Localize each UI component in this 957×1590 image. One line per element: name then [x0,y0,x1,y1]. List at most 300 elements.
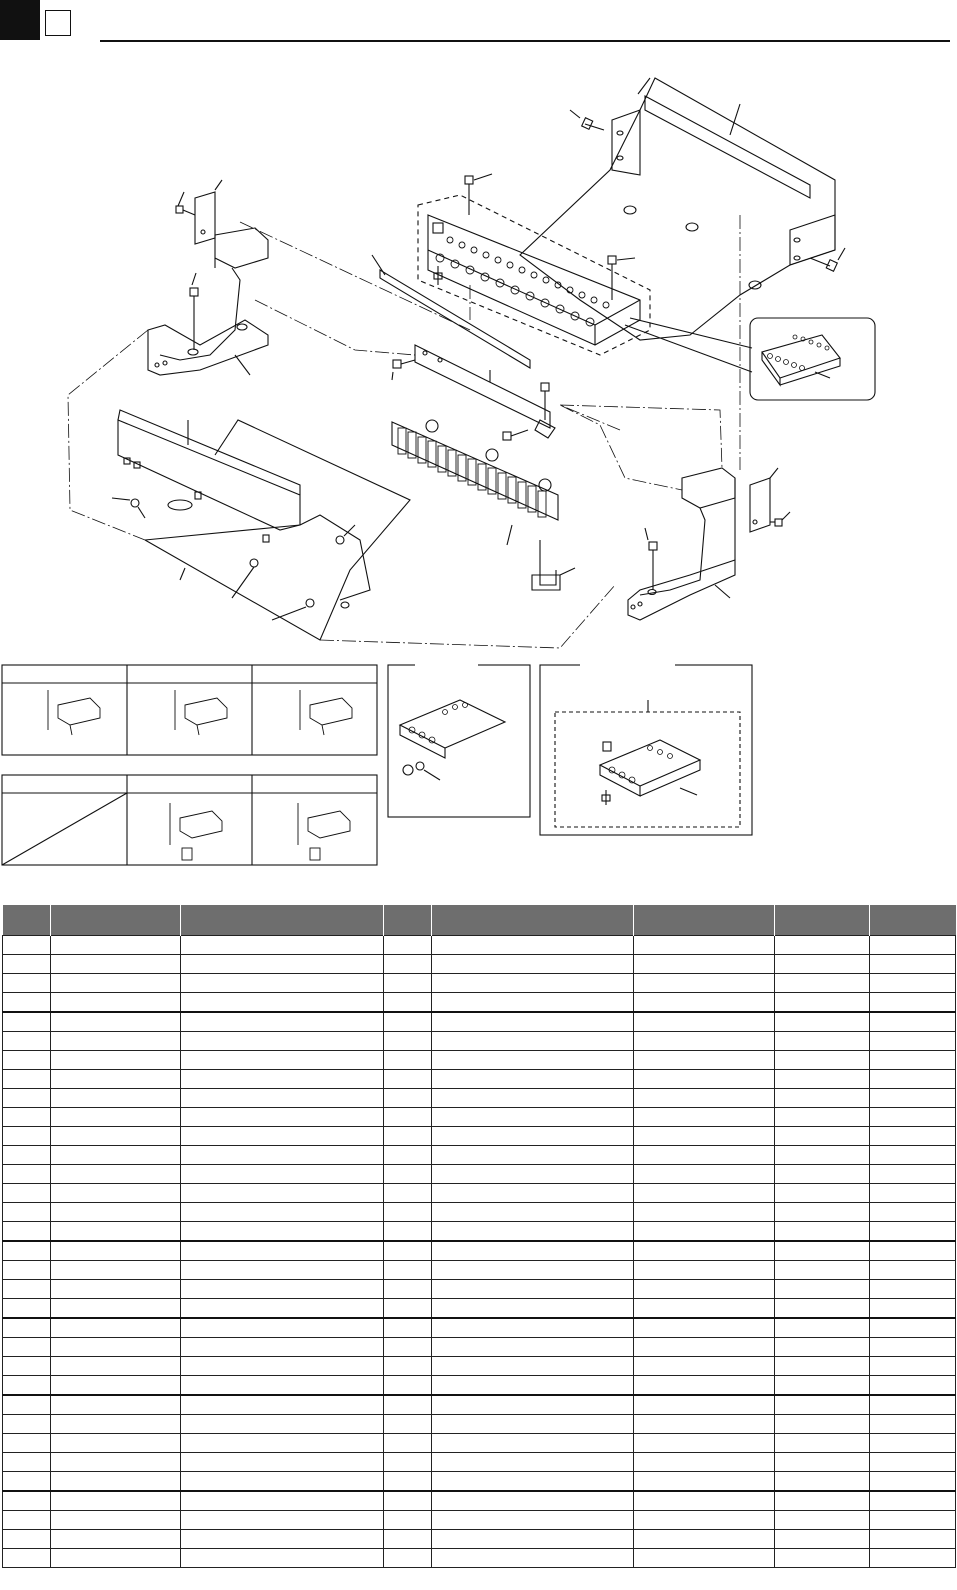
table-cell [634,1241,775,1261]
table-cell [3,1108,51,1127]
table-cell [384,1089,432,1108]
table-cell [181,1127,384,1146]
table-row [3,1549,956,1568]
table-cell [432,955,634,974]
table-cell [51,1241,181,1261]
table-row [3,1203,956,1222]
table-cell [3,1280,51,1299]
table-cell [384,1491,432,1511]
parts-list-table [2,905,956,1568]
table-row [3,955,956,974]
column-header [384,905,432,936]
table-cell [181,1032,384,1051]
table-cell [775,936,870,955]
table-cell [51,1415,181,1434]
table-cell [51,1280,181,1299]
table-cell [181,1549,384,1568]
table-cell [432,1376,634,1396]
table-cell [3,1395,51,1415]
table-cell [3,1530,51,1549]
table-row [3,1127,956,1146]
table-cell [870,1089,956,1108]
table-cell [775,1549,870,1568]
table-cell [384,1395,432,1415]
table-cell [870,1127,956,1146]
table-cell [775,1338,870,1357]
table-cell [775,993,870,1013]
table-cell [775,974,870,993]
table-cell [775,1108,870,1127]
table-cell [634,993,775,1013]
table-cell [870,1357,956,1376]
table-cell [51,1299,181,1319]
table-cell [775,1127,870,1146]
table-cell [634,1165,775,1184]
table-cell [51,1089,181,1108]
table-cell [384,936,432,955]
table-cell [432,1357,634,1376]
table-cell [870,1012,956,1032]
table-cell [432,1395,634,1415]
table-cell [3,1127,51,1146]
left-bracket [148,228,268,375]
table-row [3,1165,956,1184]
table-cell [3,1549,51,1568]
table-cell [3,1434,51,1453]
table-cell [3,1032,51,1051]
table-cell [384,1472,432,1492]
table-cell [634,1338,775,1357]
variant-table-1 [2,665,377,755]
page-tab-marker [0,0,40,40]
table-cell [181,1318,384,1338]
table-cell [432,1051,634,1070]
table-cell [775,1472,870,1492]
table-cell [51,1434,181,1453]
table-cell [3,1203,51,1222]
table-cell [775,955,870,974]
table-row [3,1146,956,1165]
column-header [51,905,181,936]
table-cell [432,1415,634,1434]
table-cell [181,1051,384,1070]
table-cell [870,1222,956,1242]
table-row [3,1261,956,1280]
table-row [3,936,956,955]
assembly-centerlines [68,215,740,648]
table-row [3,1089,956,1108]
table-row [3,1415,956,1434]
table-cell [634,1051,775,1070]
table-cell [775,1032,870,1051]
table-cell [775,1530,870,1549]
variant-table-2 [2,775,377,865]
table-cell [870,1070,956,1089]
table-cell [51,1165,181,1184]
table-cell [432,1222,634,1242]
table-cell [775,1511,870,1530]
table-cell [3,955,51,974]
screw-right-cover [810,248,845,271]
table-cell [51,974,181,993]
table-cell [3,1070,51,1089]
table-cell [3,1089,51,1108]
table-cell [181,1530,384,1549]
table-cell [3,1338,51,1357]
table-cell [3,993,51,1013]
table-cell [51,936,181,955]
table-cell [181,1165,384,1184]
table-cell [775,1261,870,1280]
table-cell [634,1280,775,1299]
table-cell [870,1453,956,1472]
table-cell [432,1549,634,1568]
table-cell [181,1070,384,1089]
table-row [3,993,956,1013]
table-cell [51,1549,181,1568]
table-cell [634,1549,775,1568]
table-cell [384,1357,432,1376]
table-cell [384,1184,432,1203]
table-cell [432,1318,634,1338]
table-cell [432,1472,634,1492]
table-cell [181,936,384,955]
table-cell [3,1184,51,1203]
table-cell [3,1146,51,1165]
table-cell [775,1203,870,1222]
table-cell [3,1472,51,1492]
table-cell [384,1203,432,1222]
table-cell [634,1530,775,1549]
table-cell [432,974,634,993]
table-cell [432,1184,634,1203]
table-cell [384,1108,432,1127]
table-cell [384,1376,432,1396]
table-cell [634,1108,775,1127]
table-cell [432,1453,634,1472]
table-cell [384,955,432,974]
table-cell [51,1012,181,1032]
table-cell [181,1146,384,1165]
table-cell [775,1012,870,1032]
table-cell [51,1357,181,1376]
table-cell [432,1338,634,1357]
table-cell [3,974,51,993]
table-cell [384,1051,432,1070]
table-cell [51,1395,181,1415]
table-cell [870,1261,956,1280]
table-cell [181,1184,384,1203]
table-cell [634,1357,775,1376]
table-row [3,1453,956,1472]
table-cell [634,1299,775,1319]
right-bracket [628,468,735,620]
table-cell [384,1318,432,1338]
table-cell [3,1415,51,1434]
table-cell [775,1241,870,1261]
table-row [3,1357,956,1376]
table-cell [634,955,775,974]
table-cell [384,1146,432,1165]
table-cell [384,1222,432,1242]
table-cell [775,1318,870,1338]
table-cell [634,1203,775,1222]
table-cell [384,1453,432,1472]
table-cell [432,1434,634,1453]
column-header [775,905,870,936]
table-cell [181,1222,384,1242]
table-cell [775,1299,870,1319]
table-cell [51,1261,181,1280]
table-cell [634,1222,775,1242]
table-cell [384,1549,432,1568]
table-cell [51,1511,181,1530]
table-row [3,1108,956,1127]
table-cell [51,1472,181,1492]
table-cell [51,1070,181,1089]
table-cell [870,974,956,993]
table-cell [870,1530,956,1549]
table-cell [775,1070,870,1089]
table-cell [634,974,775,993]
table-cell [51,1146,181,1165]
table-cell [870,1415,956,1434]
table-cell [775,1184,870,1203]
table-cell [3,1222,51,1242]
table-cell [775,1395,870,1415]
rail-strip [372,255,530,368]
table-cell [634,936,775,955]
table-cell [51,1051,181,1070]
table-row [3,1051,956,1070]
table-cell [775,1491,870,1511]
table-cell [3,1511,51,1530]
table-cell [432,1012,634,1032]
table-cell [870,993,956,1013]
table-cell [51,993,181,1013]
table-cell [384,1530,432,1549]
table-cell [870,1184,956,1203]
table-cell [384,1127,432,1146]
cover-plate [520,78,835,340]
table-cell [634,1472,775,1492]
table-cell [384,1434,432,1453]
table-cell [181,1089,384,1108]
table-cell [181,1415,384,1434]
table-cell [51,1530,181,1549]
table-cell [384,1032,432,1051]
table-cell [870,955,956,974]
table-cell [384,1338,432,1357]
table-row [3,1491,956,1511]
table-cell [181,1434,384,1453]
table-row [3,1241,956,1261]
table-cell [634,1434,775,1453]
detail-box-a [388,665,530,817]
table-cell [3,1453,51,1472]
table-cell [181,1299,384,1319]
table-cell [432,1491,634,1511]
table-cell [432,1299,634,1319]
table-cell [51,1108,181,1127]
table-cell [775,1222,870,1242]
table-cell [432,1070,634,1089]
column-header [432,905,634,936]
table-row [3,1472,956,1492]
table-cell [432,1165,634,1184]
chute-tray [118,410,410,640]
table-cell [432,1032,634,1051]
table-cell [3,1491,51,1511]
right-bracket-screws [645,512,790,590]
table-cell [432,1241,634,1261]
table-row [3,1511,956,1530]
table-header-row [3,905,956,936]
table-cell [775,1434,870,1453]
table-cell [870,936,956,955]
table-cell [384,1261,432,1280]
table-cell [870,1108,956,1127]
table-cell [775,1051,870,1070]
table-row [3,1376,956,1396]
table-cell [432,1280,634,1299]
table-cell [181,1491,384,1511]
table-cell [775,1280,870,1299]
table-cell [634,1395,775,1415]
table-row [3,1070,956,1089]
exploded-parts-drawing [0,60,957,880]
table-cell [634,1012,775,1032]
table-cell [432,936,634,955]
table-cell [775,1165,870,1184]
table-row [3,1338,956,1357]
table-cell [51,1376,181,1396]
table-cell [51,1491,181,1511]
table-cell [634,1032,775,1051]
table-cell [432,1530,634,1549]
page-section-box [45,10,71,36]
table-cell [432,1127,634,1146]
table-cell [432,1108,634,1127]
table-cell [432,1146,634,1165]
table-row [3,1318,956,1338]
table-cell [775,1415,870,1434]
header-rule [100,40,950,42]
table-cell [384,974,432,993]
table-cell [181,1357,384,1376]
table-cell [181,1280,384,1299]
table-cell [51,1032,181,1051]
table-cell [870,1165,956,1184]
table-cell [181,1241,384,1261]
table-cell [870,1318,956,1338]
table-cell [870,1299,956,1319]
table-cell [870,1146,956,1165]
parts-table-body [3,936,956,1568]
table-row [3,1184,956,1203]
table-cell [870,1376,956,1396]
table-cell [384,993,432,1013]
column-header [181,905,384,936]
table-cell [634,1511,775,1530]
detail-box-b [540,665,752,835]
table-cell [870,1032,956,1051]
column-header [634,905,775,936]
table-cell [870,1280,956,1299]
table-cell [3,1165,51,1184]
table-cell [181,974,384,993]
table-cell [384,1012,432,1032]
table-cell [775,1376,870,1396]
table-row [3,1280,956,1299]
table-cell [634,1070,775,1089]
table-cell [3,1051,51,1070]
detail-bubble [750,318,875,400]
table-cell [51,1127,181,1146]
table-row [3,974,956,993]
table-cell [51,1318,181,1338]
table-cell [3,1357,51,1376]
table-cell [384,1299,432,1319]
table-cell [432,993,634,1013]
table-cell [634,1127,775,1146]
table-cell [870,1395,956,1415]
table-cell [51,1203,181,1222]
table-cell [181,1203,384,1222]
table-cell [634,1453,775,1472]
table-cell [181,1376,384,1396]
table-cell [432,1203,634,1222]
table-row [3,1299,956,1319]
table-cell [181,955,384,974]
table-cell [634,1184,775,1203]
table-cell [634,1318,775,1338]
table-cell [51,1222,181,1242]
table-cell [384,1070,432,1089]
table-cell [384,1241,432,1261]
table-cell [432,1261,634,1280]
table-cell [775,1089,870,1108]
table-cell [3,1299,51,1319]
table-row [3,1032,956,1051]
table-cell [181,1012,384,1032]
table-cell [181,1108,384,1127]
manifold-dashed-outline [418,195,650,355]
table-cell [51,1338,181,1357]
table-cell [384,1280,432,1299]
table-cell [181,1511,384,1530]
table-cell [775,1357,870,1376]
table-row [3,1530,956,1549]
table-cell [870,1051,956,1070]
table-cell [51,955,181,974]
table-cell [384,1165,432,1184]
table-cell [181,1453,384,1472]
table-cell [181,1338,384,1357]
cable-clip [532,540,575,590]
table-cell [51,1184,181,1203]
table-cell [870,1203,956,1222]
table-cell [634,1491,775,1511]
table-row [3,1434,956,1453]
table-cell [432,1089,634,1108]
column-header [3,905,51,936]
table-cell [870,1338,956,1357]
table-cell [634,1376,775,1396]
table-cell [870,1241,956,1261]
table-cell [634,1415,775,1434]
table-cell [634,1261,775,1280]
